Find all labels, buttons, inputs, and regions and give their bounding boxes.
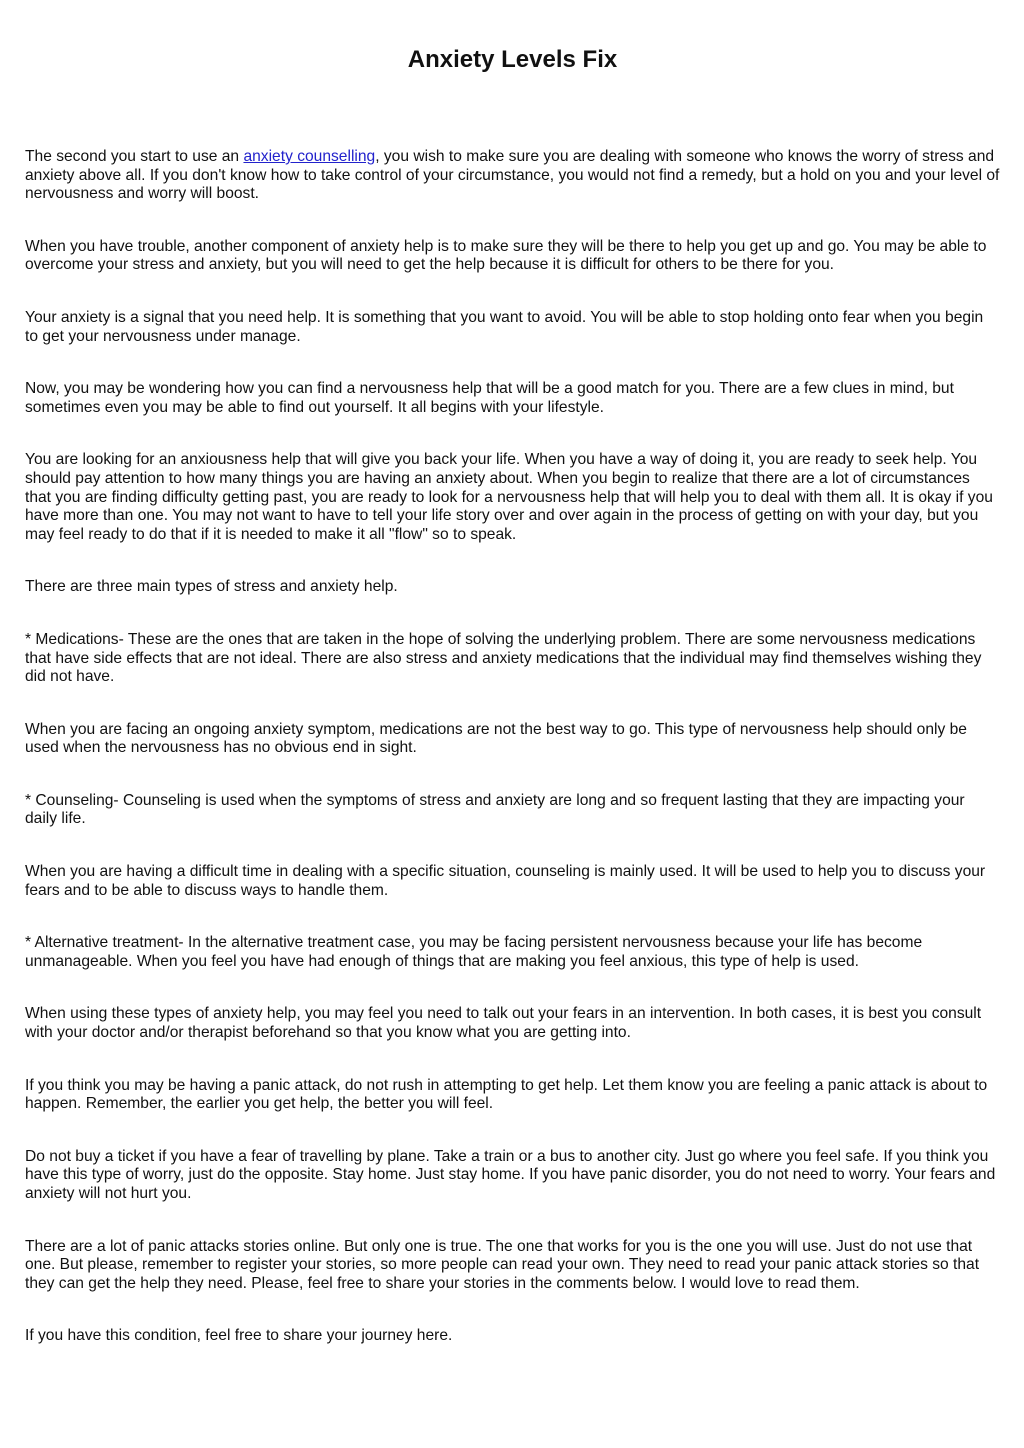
paragraph-11: * Alternative treatment- In the alternative treatment case, you may be facing persistent nervousness because your life has become unmanageable. When you feel you have had enough of things that are making you feel anxious, this type of help is used. — [25, 934, 923, 970]
paragraph-12: When using these types of anxiety help, you may feel you need to talk out your fears in an intervention. In both cases, it is best you consult with your doctor and/or therapist beforehand so that you know what you are getting into. — [25, 1005, 982, 1042]
paragraph-13: If you think you may be having a panic attack, do not rush in attempting to get help. Let them know you are feeling a panic attack is about to happen. Remember, the earlier you get help, the better you will feel. — [25, 1076, 988, 1113]
paragraph-1-text-before: The second you start to use an — [25, 148, 244, 165]
paragraph-1-text-after: , you wish to make sure you are dealing with someone who knows the worry of stress and anxiety above all. If you don't know how to take control of your circumstance, you would not find a remedy, but a hold on you and your level of nervousness and worry will boost. — [25, 148, 1000, 203]
article-body — [25, 148, 1000, 1380]
paragraph-3: Your anxiety is a signal that you need help. It is something that you want to avoid. You will be able to stop holding onto fear when you begin to get your nervousness under manage. — [25, 308, 984, 345]
paragraph-7: * Medications- These are the ones that are taken in the hope of solving the underlying problem. There are some nervousness medications that have side effects that are not ideal. There are also stress and anxiety medications that the individual may find themselves wishing they did not have. — [25, 630, 982, 686]
paragraph-10: When you are having a difficult time in dealing with a specific situation, counseling is mainly used. It will be used to help you to discuss your fears and to be able to discuss ways to handle them. — [25, 863, 986, 899]
paragraph-2: When you have trouble, another component of anxiety help is to make sure they will be there to help you get up and go. You may be able to overcome your stress and anxiety, but you will need to get the help because it is difficult for others to be there for you. — [25, 237, 987, 274]
paragraph-9: * Counseling- Counseling is used when the symptoms of stress and anxiety are long and so frequent lasting that they are impacting your daily life. — [25, 791, 965, 828]
paragraph-5: You are looking for an anxiousness help that will give you back your life. When you have a way of doing it, you are ready to seek help. You should pay attention to how many things you are having an anxiety about. When you begin to realize that there are a lot of circumstances that you are finding difficulty getting past, you are ready to look for a nervousness help that will help you to deal with them all. It is okay if you have more than one. You may not want to have to tell your life story over and over again in the process of getting on with your day, but you may feel ready to do that if it is needed to make it all "flow" so to speak. — [25, 451, 993, 543]
paragraph-8: When you are facing an ongoing anxiety symptom, medications are not the best way to go. This type of nervousness help should only be used when the nervousness has no obvious end in sight. — [25, 720, 967, 757]
paragraph-16: If you have this condition, feel free to share your journey here. — [25, 1327, 453, 1345]
paragraph-14: Do not buy a ticket if you have a fear of travelling by plane. Take a train or a bus to another city. Just go where you feel safe. If you think you have this type of worry, just do the opposite. Stay home. Just stay home. If you have panic disorder, you do not need to worry. Your fears and anxiety will not hurt you. — [25, 1147, 996, 1202]
page-title: Anxiety Levels Fix — [407, 46, 618, 73]
paragraph-1 — [25, 148, 1000, 204]
paragraph-4: Now, you may be wondering how you can find a nervousness help that will be a good match for you. There are a few clues in mind, but sometimes even you may be able to find out yourself. It all begins with your lifestyle. — [25, 380, 954, 416]
paragraph-15: There are a lot of panic attacks stories online. But only one is true. The one that works for you is the one you will use. Just do not use that one. But please, remember to register your stories, so more people can read your own. They need to read your panic attack stories so that they can get the help they need. Please, feel free to share your stories in the comments below. I would love to read them. — [25, 1237, 980, 1292]
anxiety-counselling-link[interactable]: anxiety counselling — [243, 148, 376, 165]
paragraph-6: There are three main types of stress and anxiety help. — [25, 578, 398, 596]
